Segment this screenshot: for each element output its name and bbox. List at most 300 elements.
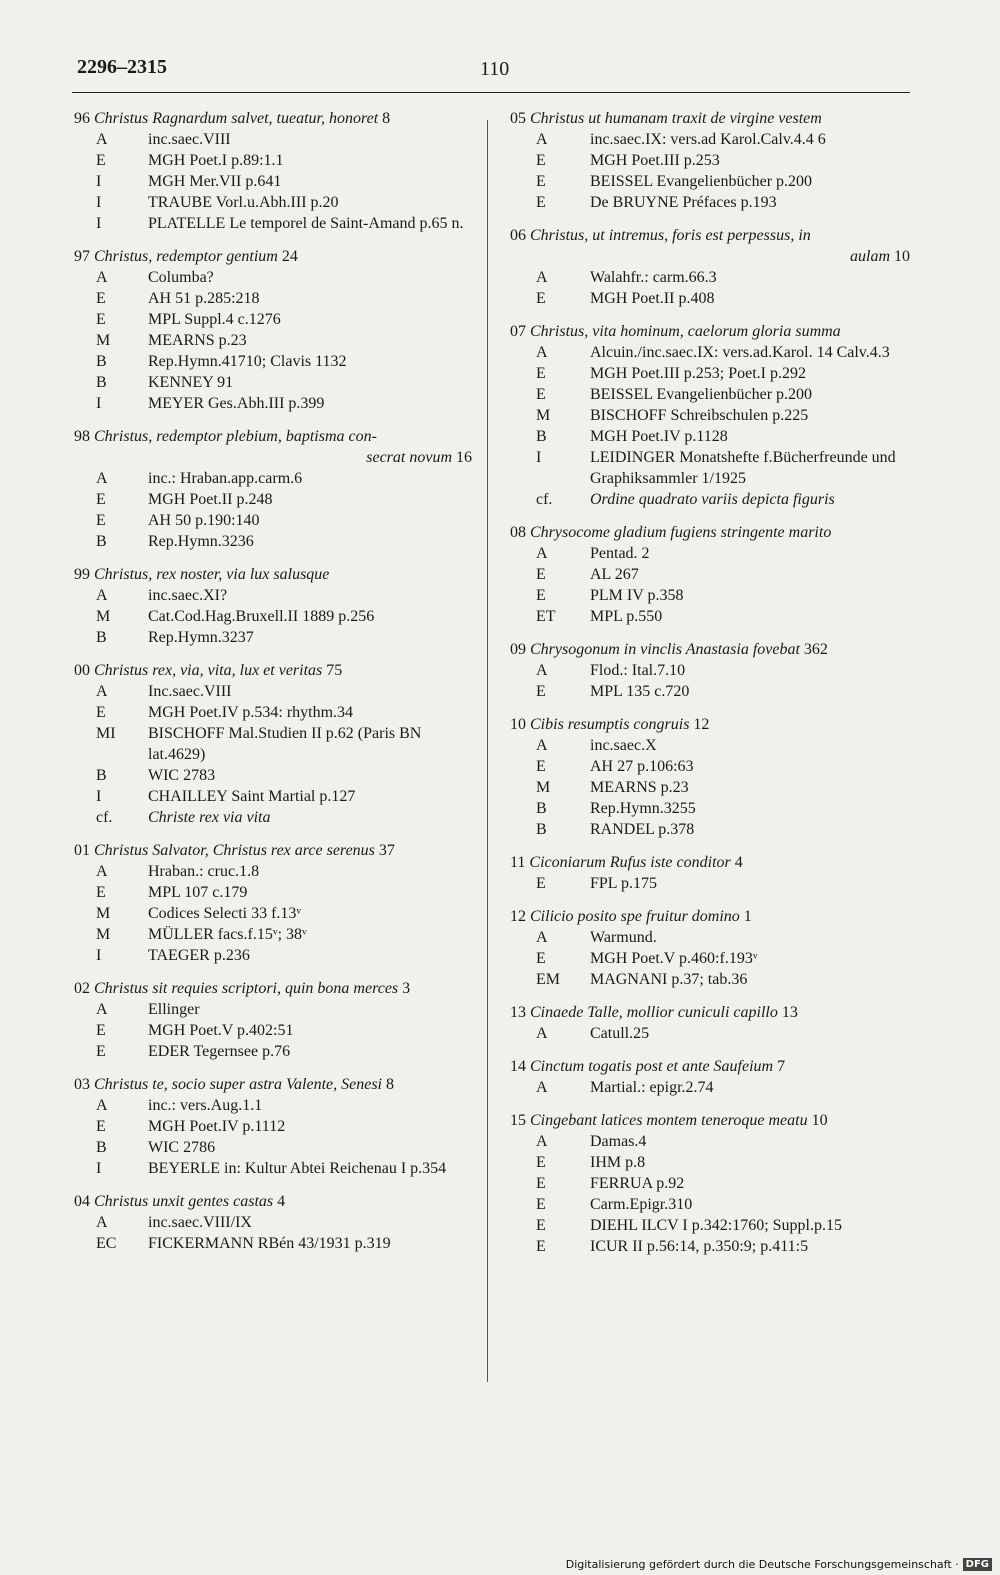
reference-row xyxy=(510,150,910,171)
reference-code: A xyxy=(536,929,548,946)
reference-row xyxy=(74,681,472,702)
reference-row xyxy=(510,681,910,702)
reference-row xyxy=(74,1041,472,1062)
reference-row xyxy=(74,765,472,786)
reference-row xyxy=(510,426,910,447)
reference-code: E xyxy=(536,194,546,211)
reference-text: Flod.: Ital.7.10 xyxy=(590,662,686,679)
reference-row xyxy=(74,267,472,288)
reference-text: BEYERLE in: Kultur Abtei Reichenau I p.354 xyxy=(148,1160,447,1177)
reference-code: I xyxy=(96,395,102,412)
entry-verse-count: 8 xyxy=(385,1076,394,1093)
reference-code: E xyxy=(96,152,106,169)
reference-row xyxy=(510,171,910,192)
reference-text: DIEHL ILCV I p.342:1760; Suppl.p.15 xyxy=(590,1217,842,1234)
reference-code: B xyxy=(96,374,107,391)
reference-row xyxy=(74,585,472,606)
entry-title xyxy=(510,906,910,927)
reference-code: A xyxy=(536,737,548,754)
reference-code: I xyxy=(96,1160,102,1177)
reference-code: E xyxy=(96,491,106,508)
reference-row xyxy=(510,129,910,150)
reference-row xyxy=(74,903,472,924)
reference-row xyxy=(74,372,472,393)
entry-verse-count: 16 xyxy=(456,449,472,466)
reference-code: M xyxy=(96,608,111,625)
reference-text: RANDEL p.378 xyxy=(590,821,695,838)
reference-code: B xyxy=(96,767,107,784)
reference-text: Columba? xyxy=(148,269,214,286)
reference-row xyxy=(510,1131,910,1152)
reference-code: E xyxy=(536,386,546,403)
reference-row xyxy=(74,945,472,966)
reference-row xyxy=(74,861,472,882)
reference-row xyxy=(74,468,472,489)
reference-text: MAGNANI p.37; tab.36 xyxy=(590,971,748,988)
reference-row xyxy=(74,807,472,828)
reference-code: B xyxy=(96,533,107,550)
reference-text: MÜLLER facs.f.15ᵛ; 38ᵛ xyxy=(148,926,307,943)
reference-code: E xyxy=(536,1217,546,1234)
reference-row xyxy=(510,342,910,363)
catalog-entry xyxy=(510,321,910,510)
reference-row xyxy=(510,873,910,894)
reference-row xyxy=(510,1077,910,1098)
reference-text: BEISSEL Evangelienbücher p.200 xyxy=(590,173,813,190)
reference-code: A xyxy=(536,1079,548,1096)
reference-text: inc.saec.X xyxy=(590,737,657,754)
reference-code: E xyxy=(536,1238,546,1255)
right-column xyxy=(510,108,910,1269)
reference-row xyxy=(510,1236,910,1257)
reference-row xyxy=(510,192,910,213)
reference-text: AH 27 p.106:63 xyxy=(590,758,694,775)
reference-code: E xyxy=(536,950,546,967)
reference-text: Ellinger xyxy=(148,1001,200,1018)
reference-text: MGH Poet.III p.253; Poet.I p.292 xyxy=(590,365,806,382)
entry-number: 10 xyxy=(510,716,526,733)
reference-code: A xyxy=(96,470,108,487)
reference-row xyxy=(74,393,472,414)
entry-incipit: Ciconiarum Rufus iste conditor xyxy=(529,854,731,871)
catalog-entry xyxy=(74,660,472,828)
reference-row xyxy=(74,129,472,150)
entry-incipit-cont: secrat novum xyxy=(366,449,452,466)
reference-row xyxy=(74,999,472,1020)
reference-text: EDER Tegernsee p.76 xyxy=(148,1043,291,1060)
entry-title xyxy=(74,978,472,999)
catalog-entry xyxy=(74,246,472,414)
reference-code: E xyxy=(96,1118,106,1135)
entry-title xyxy=(510,1056,910,1077)
catalog-entry xyxy=(510,1110,910,1257)
reference-text: inc.: Hraban.app.carm.6 xyxy=(148,470,303,487)
reference-code: A xyxy=(96,269,108,286)
reference-code: cf. xyxy=(96,809,113,826)
reference-text: inc.: vers.Aug.1.1 xyxy=(148,1097,263,1114)
entry-incipit: Christus, redemptor plebium, baptisma con- xyxy=(94,428,377,445)
reference-code: E xyxy=(96,884,106,901)
reference-code: A xyxy=(536,1133,548,1150)
reference-code: E xyxy=(536,173,546,190)
reference-row xyxy=(74,150,472,171)
entry-incipit: Christus ut humanam traxit de virgine vestem xyxy=(530,110,822,127)
catalog-entry xyxy=(74,1191,472,1254)
reference-text: MGH Mer.VII p.641 xyxy=(148,173,282,190)
reference-row xyxy=(74,192,472,213)
entry-incipit: Christus Salvator, Christus rex arce serenus xyxy=(94,842,375,859)
reference-text: MGH Poet.IV p.534: rhythm.34 xyxy=(148,704,354,721)
reference-code: E xyxy=(536,758,546,775)
reference-text: Cat.Cod.Hag.Bruxell.II 1889 p.256 xyxy=(148,608,375,625)
reference-code: A xyxy=(96,863,108,880)
reference-text: inc.saec.XI? xyxy=(148,587,228,604)
column-divider xyxy=(487,120,488,1382)
catalog-entry xyxy=(74,840,472,966)
reference-row xyxy=(510,267,910,288)
entry-verse-count: 10 xyxy=(894,248,910,265)
reference-row xyxy=(74,1020,472,1041)
reference-row xyxy=(510,606,910,627)
reference-code: E xyxy=(536,1175,546,1192)
entry-incipit: Christus sit requies scriptori, quin bona merces xyxy=(94,980,399,997)
entry-incipit: Christus, vita hominum, caelorum gloria summa xyxy=(530,323,841,340)
reference-row xyxy=(74,1095,472,1116)
entry-verse-count: 8 xyxy=(382,110,391,127)
entry-incipit: Cinaede Talle, mollior cuniculi capillo xyxy=(530,1004,778,1021)
catalog-entry xyxy=(510,714,910,840)
reference-code: E xyxy=(96,311,106,328)
reference-text: BEISSEL Evangelienbücher p.200 xyxy=(590,386,813,403)
reference-row xyxy=(74,330,472,351)
reference-text: inc.saec.VIII/IX xyxy=(148,1214,252,1231)
reference-code: M xyxy=(536,779,551,796)
entry-number: 08 xyxy=(510,524,526,541)
reference-text: FERRUA p.92 xyxy=(590,1175,685,1192)
reference-row xyxy=(74,1158,472,1179)
catalog-entry xyxy=(74,1074,472,1179)
reference-code: E xyxy=(96,512,106,529)
reference-code: E xyxy=(96,1043,106,1060)
reference-code: A xyxy=(536,131,548,148)
entry-incipit: Christus rex, via, vita, lux et veritas xyxy=(94,662,323,679)
entry-number: 00 xyxy=(74,662,90,679)
reference-code: A xyxy=(96,587,108,604)
reference-text: MEARNS p.23 xyxy=(148,332,247,349)
entry-number: 98 xyxy=(74,428,90,445)
catalog-entry xyxy=(74,108,472,234)
reference-code: B xyxy=(96,629,107,646)
reference-text: LEIDINGER Monatshefte f.Bücherfreunde und Graphiksammler 1/1925 xyxy=(590,449,896,487)
reference-text: Martial.: epigr.2.74 xyxy=(590,1079,714,1096)
catalog-entry xyxy=(510,522,910,627)
entry-number: 11 xyxy=(510,854,526,871)
reference-row xyxy=(510,363,910,384)
reference-code: E xyxy=(536,290,546,307)
reference-text: MEYER Ges.Abh.III p.399 xyxy=(148,395,325,412)
reference-row xyxy=(74,627,472,648)
entry-verse-count: 10 xyxy=(811,1112,828,1129)
entry-number: 99 xyxy=(74,566,90,583)
entry-incipit: Christus te, socio super astra Valente, Senesi xyxy=(94,1076,382,1093)
entry-title xyxy=(510,1110,910,1131)
reference-text: BISCHOFF Schreibschulen p.225 xyxy=(590,407,809,424)
reference-text: Damas.4 xyxy=(590,1133,647,1150)
reference-code: A xyxy=(536,1025,548,1042)
reference-code: A xyxy=(96,131,108,148)
entry-incipit-cont: aulam xyxy=(850,248,890,265)
entry-title xyxy=(74,840,472,861)
entry-incipit: Cilicio posito spe fruitur domino xyxy=(530,908,740,925)
reference-code: B xyxy=(96,1139,107,1156)
reference-code: E xyxy=(96,704,106,721)
catalog-entry xyxy=(510,225,910,309)
reference-text: AH 51 p.285:218 xyxy=(148,290,260,307)
reference-text: Catull.25 xyxy=(590,1025,650,1042)
reference-row xyxy=(510,1173,910,1194)
reference-code: E xyxy=(536,587,546,604)
entry-number: 03 xyxy=(74,1076,90,1093)
reference-row xyxy=(74,213,472,234)
catalog-entry xyxy=(510,1002,910,1044)
reference-text: Rep.Hymn.3255 xyxy=(590,800,696,817)
reference-code: I xyxy=(96,215,102,232)
reference-code: EC xyxy=(96,1235,117,1252)
entry-number: 97 xyxy=(74,248,90,265)
reference-code: A xyxy=(96,1097,108,1114)
reference-text: WIC 2786 xyxy=(148,1139,216,1156)
entry-title-continuation xyxy=(510,246,910,267)
entry-incipit: Cinctum togatis post et ante Saufeium xyxy=(530,1058,774,1075)
reference-code: A xyxy=(536,269,548,286)
entry-number: 13 xyxy=(510,1004,526,1021)
catalog-entry xyxy=(510,639,910,702)
reference-row xyxy=(510,1152,910,1173)
reference-code: E xyxy=(536,683,546,700)
reference-code: B xyxy=(536,428,547,445)
reference-text: Alcuin./inc.saec.IX: vers.ad.Karol. 14 Calv.4.3 xyxy=(590,344,890,361)
reference-row xyxy=(510,405,910,426)
catalog-entry xyxy=(510,906,910,990)
entry-number: 15 xyxy=(510,1112,526,1129)
reference-code: A xyxy=(96,1001,108,1018)
entry-title xyxy=(74,660,472,681)
reference-text: PLATELLE Le temporel de Saint-Amand p.65 n. xyxy=(148,215,464,232)
reference-text: AL 267 xyxy=(590,566,639,583)
reference-text: Pentad. 2 xyxy=(590,545,650,562)
catalog-entry xyxy=(74,978,472,1062)
entry-title xyxy=(510,639,910,660)
reference-text: MGH Poet.II p.408 xyxy=(590,290,715,307)
reference-text: Inc.saec.VIII xyxy=(148,683,232,700)
reference-code: EM xyxy=(536,971,560,988)
reference-code: A xyxy=(96,1214,108,1231)
entry-title xyxy=(510,321,910,342)
reference-row xyxy=(74,288,472,309)
entry-number: 14 xyxy=(510,1058,526,1075)
reference-code: A xyxy=(536,545,548,562)
reference-code: E xyxy=(536,875,546,892)
reference-text: Codices Selecti 33 f.13ᵛ xyxy=(148,905,302,922)
reference-text: Rep.Hymn.3236 xyxy=(148,533,254,550)
reference-code: I xyxy=(96,194,102,211)
page-header xyxy=(77,56,910,86)
reference-text: Ordine quadrato variis depicta figuris xyxy=(590,491,835,508)
reference-text: ICUR II p.56:14, p.350:9; p.411:5 xyxy=(590,1238,809,1255)
entry-incipit: Christus, rex noster, via lux salusque xyxy=(94,566,330,583)
reference-row xyxy=(510,489,910,510)
reference-text: MGH Poet.V p.460:f.193ᵛ xyxy=(590,950,758,967)
reference-code: A xyxy=(536,662,548,679)
reference-code: E xyxy=(536,566,546,583)
entry-incipit: Cibis resumptis congruis xyxy=(530,716,690,733)
entry-title xyxy=(74,564,472,585)
entry-incipit: Cingebant latices montem teneroque meatu xyxy=(530,1112,808,1129)
entry-incipit: Christus unxit gentes castas xyxy=(94,1193,274,1210)
reference-text: Hraban.: cruc.1.8 xyxy=(148,863,260,880)
entry-verse-count: 4 xyxy=(277,1193,286,1210)
reference-text: TRAUBE Vorl.u.Abh.III p.20 xyxy=(148,194,339,211)
dfg-logo: DFG xyxy=(963,1558,992,1571)
header-rule xyxy=(72,92,910,93)
reference-text: Warmund. xyxy=(590,929,657,946)
reference-text: inc.saec.VIII xyxy=(148,131,231,148)
reference-text: Rep.Hymn.3237 xyxy=(148,629,254,646)
entry-number: 04 xyxy=(74,1193,90,1210)
reference-code: I xyxy=(96,947,102,964)
reference-row xyxy=(510,1215,910,1236)
reference-code: E xyxy=(536,1196,546,1213)
reference-code: cf. xyxy=(536,491,553,508)
entry-number: 02 xyxy=(74,980,90,997)
reference-code: I xyxy=(536,449,542,466)
entry-verse-count: 24 xyxy=(281,248,298,265)
reference-code: M xyxy=(536,407,551,424)
reference-text: IHM p.8 xyxy=(590,1154,646,1171)
reference-text: Carm.Epigr.310 xyxy=(590,1196,693,1213)
reference-text: FICKERMANN RBén 43/1931 p.319 xyxy=(148,1235,391,1252)
reference-text: BISCHOFF Mal.Studien II p.62 (Paris BN lat.4629) xyxy=(148,725,422,763)
page-number: 110 xyxy=(480,58,510,80)
entry-number: 12 xyxy=(510,908,526,925)
reference-text: AH 50 p.190:140 xyxy=(148,512,260,529)
entry-title xyxy=(74,426,472,447)
reference-text: MGH Poet.IV p.1112 xyxy=(148,1118,286,1135)
entry-title xyxy=(510,225,910,246)
reference-code: I xyxy=(96,173,102,190)
entry-incipit: Christus Ragnardum salvet, tueatur, honoret xyxy=(94,110,379,127)
entry-number: 07 xyxy=(510,323,526,340)
entry-number: 09 xyxy=(510,641,526,658)
entry-title xyxy=(510,1002,910,1023)
left-column xyxy=(74,108,472,1266)
entry-title xyxy=(74,108,472,129)
catalog-entry xyxy=(74,426,472,552)
reference-text: MPL 107 c.179 xyxy=(148,884,248,901)
entry-title xyxy=(510,108,910,129)
catalog-entry xyxy=(510,852,910,894)
reference-code: MI xyxy=(96,725,116,742)
entry-title xyxy=(74,1191,472,1212)
reference-row xyxy=(510,660,910,681)
reference-row xyxy=(74,351,472,372)
entry-incipit: Chrysocome gladium fugiens stringente marito xyxy=(530,524,832,541)
reference-row xyxy=(510,798,910,819)
reference-row xyxy=(510,756,910,777)
entry-verse-count: 3 xyxy=(402,980,411,997)
entry-title xyxy=(510,522,910,543)
reference-text: CHAILLEY Saint Martial p.127 xyxy=(148,788,356,805)
reference-row xyxy=(74,531,472,552)
reference-code: E xyxy=(96,290,106,307)
reference-row xyxy=(74,606,472,627)
entry-verse-count: 13 xyxy=(781,1004,798,1021)
reference-text: MPL 135 c.720 xyxy=(590,683,690,700)
reference-row xyxy=(510,585,910,606)
entry-verse-count: 75 xyxy=(326,662,343,679)
reference-text: PLM IV p.358 xyxy=(590,587,684,604)
reference-row xyxy=(510,927,910,948)
entry-title xyxy=(74,1074,472,1095)
entry-verse-count: 1 xyxy=(743,908,752,925)
reference-text: inc.saec.IX: vers.ad Karol.Calv.4.4 6 xyxy=(590,131,826,148)
reference-code: A xyxy=(96,683,108,700)
reference-code: ET xyxy=(536,608,556,625)
entry-number: 06 xyxy=(510,227,526,244)
reference-row xyxy=(510,969,910,990)
reference-row xyxy=(74,786,472,807)
reference-code: B xyxy=(536,821,547,838)
entry-number: 96 xyxy=(74,110,90,127)
entry-verse-count: 37 xyxy=(378,842,395,859)
reference-text: KENNEY 91 xyxy=(148,374,234,391)
reference-row xyxy=(74,510,472,531)
reference-row xyxy=(510,777,910,798)
entry-number: 05 xyxy=(510,110,526,127)
entry-title-continuation xyxy=(74,447,472,468)
entry-title xyxy=(74,246,472,267)
catalog-entry xyxy=(74,564,472,648)
reference-row xyxy=(510,735,910,756)
reference-text: MPL Suppl.4 c.1276 xyxy=(148,311,281,328)
reference-code: M xyxy=(96,332,111,349)
reference-code: B xyxy=(536,800,547,817)
reference-text: Christe rex via vita xyxy=(148,809,271,826)
reference-text: WIC 2783 xyxy=(148,767,216,784)
reference-row xyxy=(510,447,910,489)
reference-text: TAEGER p.236 xyxy=(148,947,250,964)
reference-code: I xyxy=(96,788,102,805)
reference-text: De BRUYNE Préfaces p.193 xyxy=(590,194,777,211)
reference-row xyxy=(74,924,472,945)
reference-text: MPL p.550 xyxy=(590,608,663,625)
reference-code: E xyxy=(96,1022,106,1039)
reference-text: MGH Poet.V p.402:51 xyxy=(148,1022,294,1039)
reference-code: A xyxy=(536,344,548,361)
reference-row xyxy=(74,1212,472,1233)
reference-row xyxy=(74,309,472,330)
reference-text: Rep.Hymn.41710; Clavis 1132 xyxy=(148,353,347,370)
reference-code: B xyxy=(96,353,107,370)
page-range: 2296–2315 xyxy=(77,56,167,78)
reference-row xyxy=(510,1023,910,1044)
entry-title xyxy=(510,714,910,735)
reference-row xyxy=(510,288,910,309)
reference-text: Walahfr.: carm.66.3 xyxy=(590,269,717,286)
reference-row xyxy=(74,723,472,765)
reference-code: E xyxy=(536,365,546,382)
reference-row xyxy=(74,702,472,723)
